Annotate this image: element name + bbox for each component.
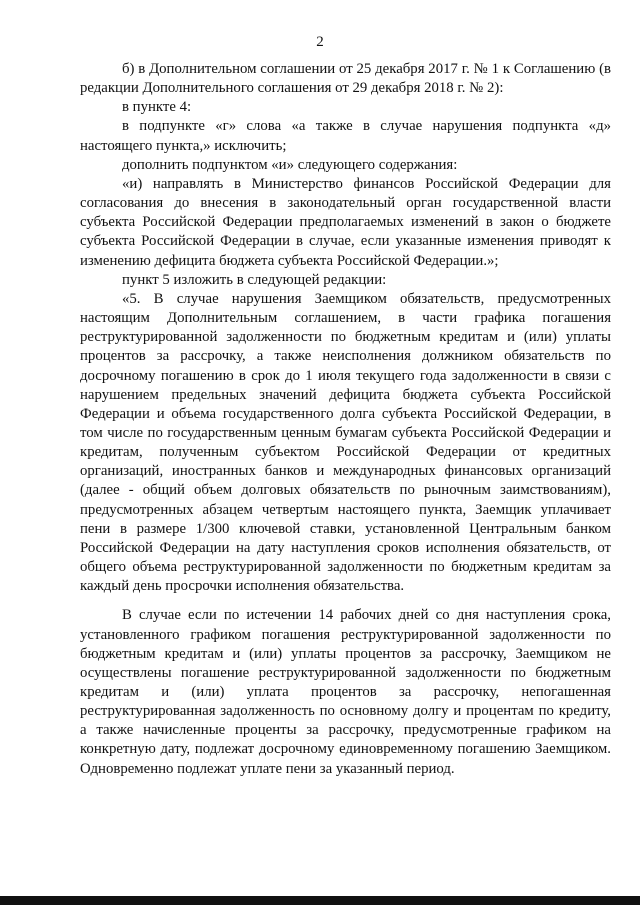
paragraph-early-repayment: В случае если по истечении 14 рабочих дней со дня наступления срока, установленного графиком погашения реструктурированной задолженности по бюджетным кредитам и (или) уплаты процентов за рассрочку, Заемщиком не осуществлены погашение реструктурированной задолженности по бюджетным кредитам и (или) уплата процентов за рассрочку, непогашенная реструктурированная задолженность по основному долгу и процентам по кредиту, а также начисленные проценты за рассрочку, предусмотренные графиком на конкретную дату, подлежат досрочному единовременному погашению Заемщиком. Одновременно подлежат уплате пени за указанный период. [80,607,611,777]
page-number: 2 [316,34,324,50]
document-body [80,60,611,779]
paragraph-clause-4: в пункте 4: [122,99,192,116]
scan-bottom-edge [0,896,640,905]
paragraph-subclause-i-text: «и) направлять в Министерство финансов Российской Федерации для согласования до внесения в законодательный орган государственной власти субъекта Российской Федерации предполагаемых изменений в закон о бюджете субъекта Российской Федерации в случае, если указанные изменения приводят к изменению дефицита бюджета субъекта Российской Федерации.»; [80,175,611,269]
paragraph-subclause-g: в подпункте «г» слова «а также в случае нарушения подпункта «д» настоящего пункта,» исключить; [80,118,611,154]
paragraph-add-subclause-i: дополнить подпунктом «и» следующего содержания: [122,156,458,173]
paragraph-amendment-b: б) в Дополнительном соглашении от 25 декабря 2017 г. № 1 к Соглашению (в редакции Дополнительного соглашения от 29 декабря 2018 г. № 2): [80,61,611,97]
paragraph-clause-5-intro: пункт 5 изложить в следующей редакции: [122,271,387,288]
paragraph-clause-5-text: «5. В случае нарушения Заемщиком обязательств, предусмотренных настоящим Дополнительным соглашением, в части графика погашения реструктурированной задолженности по бюджетным кредитам и (или) уплаты процентов за рассрочку, а также неисполнения должником обязательств по досрочному погашению в срок до 1 июля текущего года задолженности в связи с нарушением предельных значений дефицита бюджета субъекта Российской Федерации и объема государственного долга субъекта Российской Федерации, в том числе по государственным ценным бумагам субъекта Российской Федерации и кредитам, полученным субъектом Российской Федерации от кредитных организаций, иностранных банков и международных финансовых организаций (далее - общий объем долговых обязательств по рыночным заимствованиям), предусмотренных абзацем четвертым настоящего пункта, Заемщик уплачивает пени в размере 1/300 ключевой ставки, установленной Центральным банком Российской Федерации на дату наступления сроков исполнения обязательств, от общего объема реструктурированной задолженности по бюджетным кредитам за каждый день просрочки исполнения обязательства. [80,290,611,595]
